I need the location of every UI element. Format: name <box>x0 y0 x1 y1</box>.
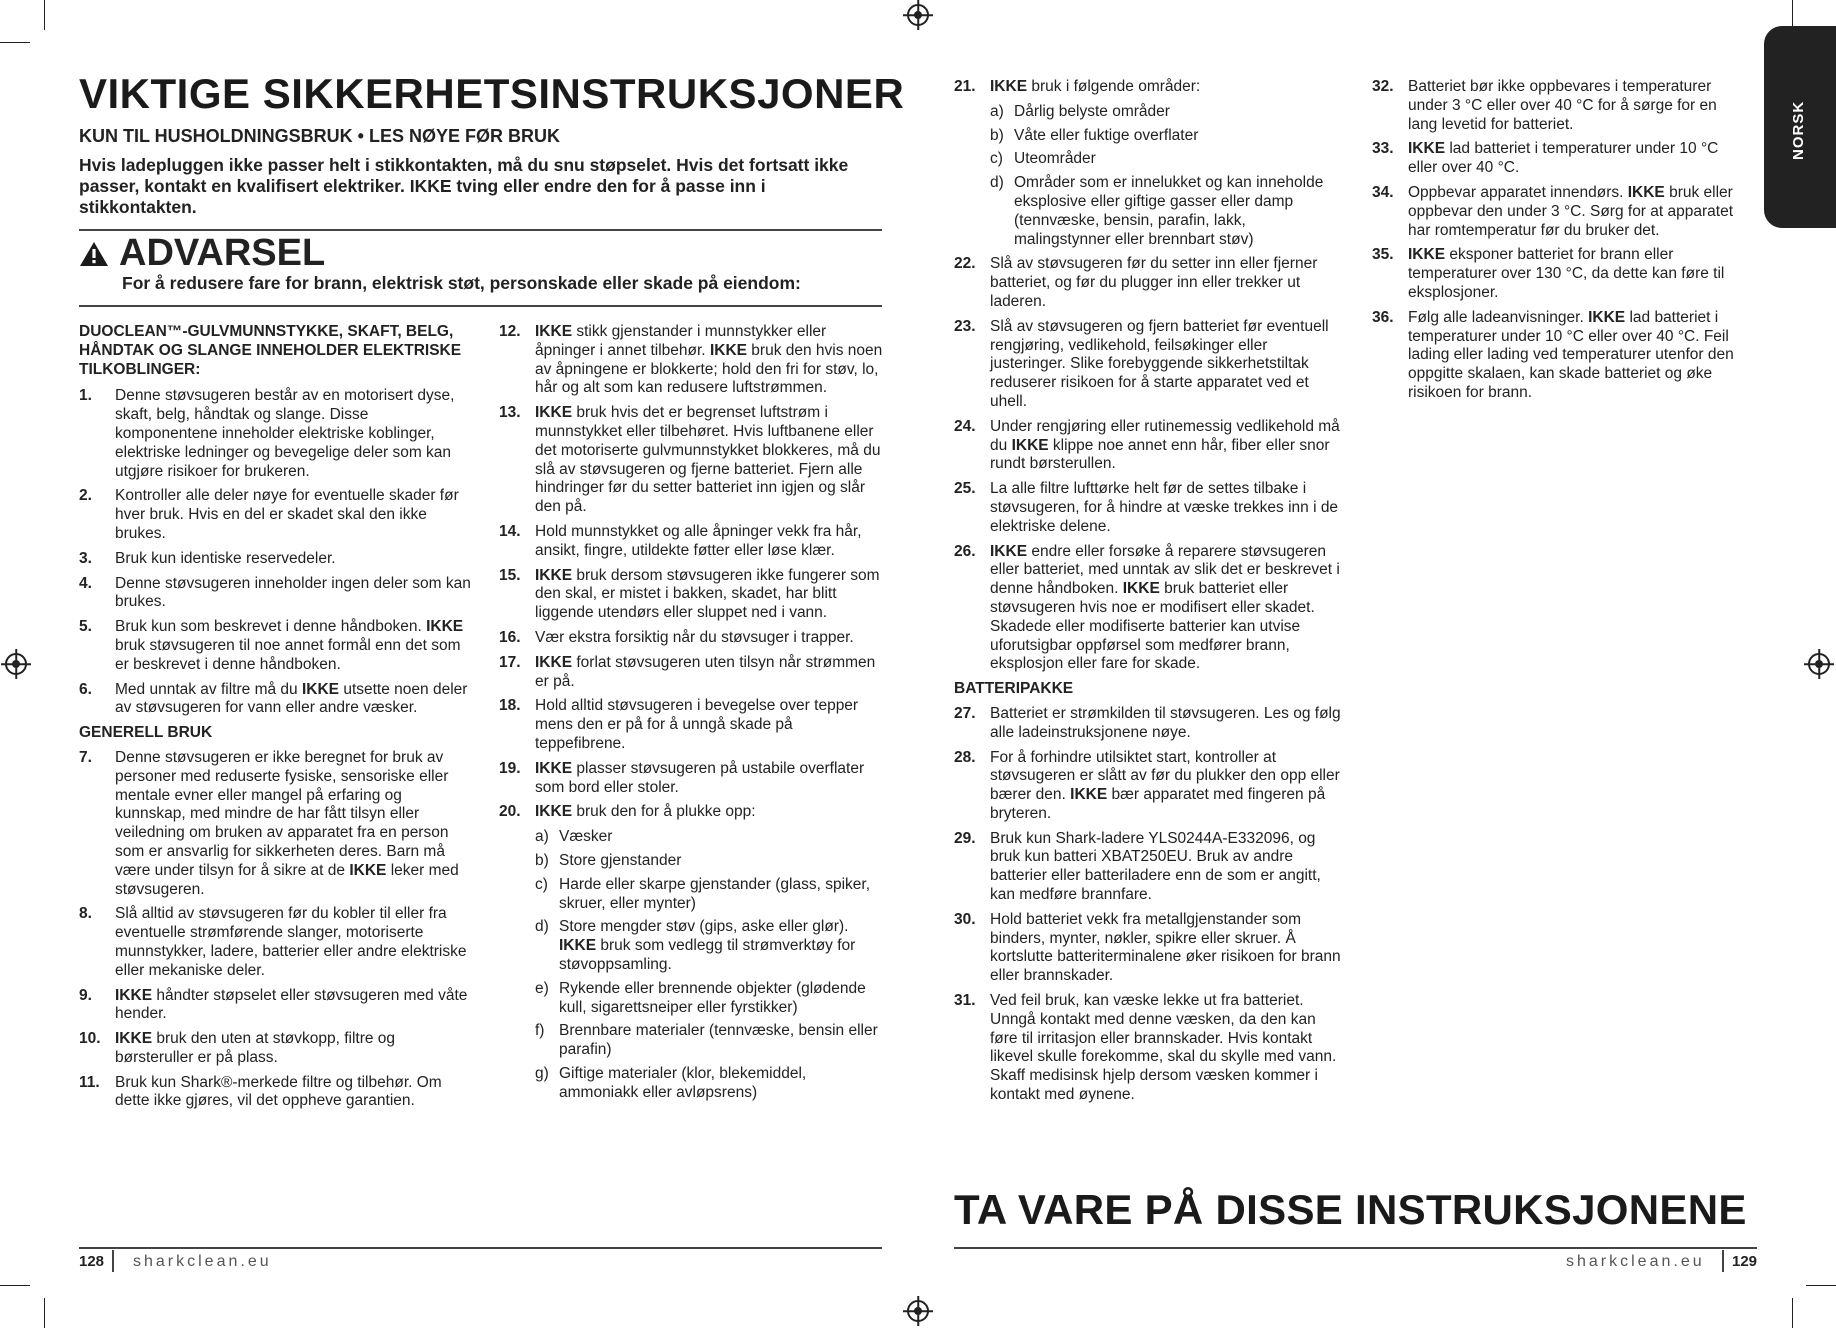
column-3 <box>954 78 1344 1111</box>
warning-heading <box>79 232 325 275</box>
list-item: 19. IKKE plasser støvsugeren på ustabile overflater som bord eller stoler. <box>499 759 865 796</box>
list-item: 35. IKKE eksponer batteriet for brann eller temperaturer over 130 °C, da dette kan føre til eksplosjoner. <box>1372 246 1725 301</box>
warning-subtitle: For å redusere fare for brann, elektrisk støt, personskade eller skade på eiendom: <box>122 273 801 293</box>
list-item: 27. Batteriet er strømkilden til støvsugeren. Les og følg alle ladeinstruksjonene nøye. <box>954 704 1341 741</box>
page-number-left: 128 <box>79 1253 105 1270</box>
list-item: 5. Bruk kun som beskrevet i denne håndboken. IKKE bruk støvsugeren til noe annet formål enn det som er beskrevet i denne håndboken. <box>79 618 464 673</box>
list-item: 6. Med unntak av filtre må du IKKE utsette noen deler av støvsugeren for vann eller andre væsker. <box>79 680 468 717</box>
list-item: 20. IKKE bruk den for å plukke opp: <box>499 803 756 821</box>
column-2 <box>499 323 887 1108</box>
list-item: 23. Slå av støvsugeren og fjern batteriet før eventuell rengjøring, vedlikehold, feilsøkinger eller justeringer. Slike forebyggende sikkerhetstiltak reduserer risikoen for å starte apparatet ved et uhell. <box>954 317 1329 410</box>
list-item: 34. Oppbevar apparatet innendørs. IKKE bruk eller oppbevar den under 3 °C. Sørg for at apparatet har romtemperatur før du bruker det. <box>1372 183 1734 239</box>
crop-mark <box>44 1298 45 1328</box>
list-item: 36. Følg alle ladeanvisninger. IKKE lad batteriet i temperaturer under 10 °C eller over 40 °C. Feil lading eller lading ved temperaturer utenfor den oppgitte skalaen, kan skade batteriet og øke risikoen for brann. <box>1372 308 1734 401</box>
sub-list-item: e) Rykende eller brennende objekter (glødende kull, sigarettsneiper eller fyrstikker) <box>535 979 866 1016</box>
list-item: 17. IKKE forlat støvsugeren uten tilsyn når strømmen er på. <box>499 653 876 690</box>
crop-mark <box>1806 1285 1836 1286</box>
list-item: 10. IKKE bruk den uten at støvkopp, filtre og børsteruller er på plass. <box>79 1030 396 1066</box>
language-tab-label: NORSK <box>1790 100 1807 160</box>
intro-text: Hvis ladepluggen ikke passer helt i stikkontakten, må du snu støpselet. Hvis det fortsatt ikke passer, kontakt en kvalifisert elektriker. IKKE tving eller endre den for å passe inn i stikkontakten. <box>79 155 849 217</box>
divider <box>79 305 882 307</box>
sub-list-item: c) Harde eller skarpe gjenstander (glass, spiker, skruer, eller mynter) <box>535 875 871 912</box>
footer-website-left: sharkclean.eu <box>133 1253 272 1270</box>
list-item: 26. IKKE endre eller forsøke å reparere støvsugeren eller batteriet, med unntak av slik det er beskrevet i denne håndboken. IKKE bruk batteriet eller støvsugeren hvis noe er modifisert eller skadet. Skadede eller modifiserte batterier kan utvise uforutsigbar oppførsel som medfører brann, eksplosjon eller fare for skade. <box>954 542 1340 673</box>
registration-mark-icon <box>1808 653 1830 675</box>
sub-list-item: b) Våte eller fuktige overflater <box>990 126 1199 144</box>
column-1 <box>79 323 474 1117</box>
sub-list-item: g) Giftige materialer (klor, blekemiddel, ammoniakk eller avløpsrens) <box>535 1064 807 1101</box>
crop-mark <box>0 42 30 43</box>
crop-mark <box>44 0 45 30</box>
list-item: 32. Batteriet bør ikke oppbevares i temperaturer under 3 °C eller over 40 °C for å sørge for en lang levetid for batteriet. <box>1372 78 1717 133</box>
list-item: 24. Under rengjøring eller rutinemessig vedlikehold må du IKKE klippe noe annet enn hår, fiber eller snor rundt børsterullen. <box>954 417 1340 473</box>
list-item: 30. Hold batteriet vekk fra metallgjenstander som binders, mynter, nøkler, spikre eller skruer. Å kortslutte batteriterminalene øker risikoen for brann eller brannskader. <box>954 910 1341 985</box>
list-item: 13. IKKE bruk hvis det er begrenset luftstrøm i munnstykket eller tilbehøret. Hvis luftbanene eller det motoriserte gulvmunnstykket blokkeres, må du slå av støvsugeren og fjerne batteriet. Fjern alle hindringer før du setter batteriet inn igjen og slår den på. <box>499 404 881 516</box>
closing-heading: TA VARE PÅ DISSE INSTRUKSJONENE <box>954 1186 1747 1233</box>
list-item: 12. IKKE stikk gjenstander i munnstykker eller åpninger i annet tilbehør. IKKE bruk den hvis noen av åpningene er blokkerte; hold den fri for støv, lo, hår og alt som kan redusere luftstrømmen. <box>499 323 883 397</box>
list-item: 7. Denne støvsugeren er ikke beregnet for bruk av personer med reduserte fysiske, sensoriske eller mentale evner eller mangel på erfaring og kunnskap, med mindre de har fått tilsyn eller veiledning om bruken av apparatet fra en person som er ansvarlig for sikkerheten deres. Barn må være under tilsyn for å sikre at de IKKE leker med støvsugeren. <box>79 748 459 898</box>
section-heading: DUOCLEAN™-GULVMUNNSTYKKE, SKAFT, BELG, HÅNDTAK OG SLANGE INNEHOLDER ELEKTRISKE TILKOBLINGER: <box>79 323 462 378</box>
list-item: 21. IKKE bruk i følgende områder: <box>954 78 1201 95</box>
crop-mark <box>0 1285 30 1286</box>
footer-website-right: sharkclean.eu <box>1566 1253 1705 1270</box>
sub-list-item: a) Væsker <box>535 828 613 846</box>
column-4 <box>1372 78 1748 409</box>
sub-list <box>535 828 887 1102</box>
sub-list-item: f) Brennbare materialer (tennvæske, bensin eller parafin) <box>535 1022 878 1059</box>
list-item: 14. Hold munnstykket og alle åpninger vekk fra hår, ansikt, fingre, utildekte føtter eller løse klær. <box>499 522 862 559</box>
list-item: 29. Bruk kun Shark-ladere YLS0244A-E332096, og bruk kun batteri XBAT250EU. Bruk av andre batterier eller batteriladere enn de som er angitt, kan medføre brannfare. <box>954 829 1321 904</box>
registration-mark-icon <box>907 1300 929 1322</box>
list-item: 2. Kontroller alle deler nøye for eventuelle skader før hver bruk. Hvis en del er skadet skal den ikke brukes. <box>79 487 459 542</box>
crop-mark <box>1792 1298 1793 1328</box>
list-item: 22. Slå av støvsugeren før du setter inn eller fjerner batteriet, og før du plugger inn eller trekker ut laderen. <box>954 255 1318 310</box>
registration-mark-icon <box>907 4 929 26</box>
sub-list-item: b) Store gjenstander <box>535 851 682 869</box>
sub-list <box>990 103 1344 250</box>
section-heading: GENERELL BRUK <box>79 724 213 742</box>
list-item: 31. Ved feil bruk, kan væske lekke ut fra batteriet. Unngå kontakt med denne væsken, da den kan føre til irritasjon eller brannskader. Hvis kontakt likevel skulle forekomme, skal du skylle med vann. Skaff medisinsk hjelp dersom væsken kommer i kontakt med øynene. <box>954 992 1337 1104</box>
list-item: 3. Bruk kun identiske reservedeler. <box>79 549 336 567</box>
registration-mark-icon <box>5 653 27 675</box>
list-item: 4. Denne støvsugeren inneholder ingen deler som kan brukes. <box>79 574 471 611</box>
list-item: 33. IKKE lad batteriet i temperaturer under 10 °C eller over 40 °C. <box>1372 140 1719 177</box>
page-subtitle: KUN TIL HUSHOLDNINGSBRUK • LES NØYE FØR BRUK <box>79 126 560 146</box>
footer-separator <box>1722 1250 1724 1272</box>
warning-title: ADVARSEL <box>119 232 326 274</box>
list-item: 15. IKKE bruk dersom støvsugeren ikke fungerer som den skal, er mistet i bakken, skadet, har blitt liggende utendørs eller sluppet ned i vann. <box>499 566 880 622</box>
page-number-right: 129 <box>1732 1253 1758 1270</box>
list-item: 8. Slå alltid av støvsugeren før du kobler til eller fra eventuelle strømførende slanger, motoriserte munnstykker, ladere, batterier eller andre elektriske eller mekaniske deler. <box>79 905 467 979</box>
page-title: VIKTIGE SIKKERHETSINSTRUKSJONER <box>79 70 905 117</box>
list-item: 16. Vær ekstra forsiktig når du støvsuger i trapper. <box>499 628 854 646</box>
list-item: 18. Hold alltid støvsugeren i bevegelse over tepper mens den er på for å unngå skade på teppefibrene. <box>499 697 859 752</box>
footer-separator <box>112 1250 114 1272</box>
list-item: 9. IKKE håndter støpselet eller støvsugeren med våte hender. <box>79 986 468 1023</box>
list-item: 25. La alle filtre lufttørke helt før de settes tilbake i støvsugeren, for å hindre at væske trekkes inn i de elektriske delene. <box>954 480 1339 535</box>
divider <box>79 1247 882 1249</box>
section-heading: BATTERIPAKKE <box>954 680 1074 698</box>
sub-list-item: a) Dårlig belyste områder <box>990 102 1170 120</box>
divider <box>954 1247 1757 1249</box>
warning-icon <box>79 240 109 267</box>
list-item: 28. For å forhindre utilsiktet start, kontroller at støvsugeren er slått av før du plukker den opp eller bærer den. IKKE bær apparatet med fingeren på bryteren. <box>954 748 1340 822</box>
sub-list-item: d) Områder som er innelukket og kan inneholde eksplosive eller giftige gasser eller damp (tennvæske, bensin, parafin, lakk, malingstynner eller brennbart støv) <box>990 174 1324 248</box>
sub-list-item: c) Uteområder <box>990 150 1096 168</box>
sub-list-item: d) Store mengder støv (gips, aske eller glør). IKKE bruk som vedlegg til strømverktøy for støvoppsamling. <box>535 918 856 973</box>
divider <box>79 229 882 231</box>
list-item: 1. Denne støvsugeren består av en motorisert dyse, skaft, belg, håndtak og slange. Disse komponentene inneholder elektriske koblinger, elektriske ledninger og bevegelige deler som kan utgjøre risikoer for brukeren. <box>79 387 455 480</box>
list-item: 11. Bruk kun Shark®-merkede filtre og tilbehør. Om dette ikke gjøres, vil det oppheve garantien. <box>79 1073 442 1110</box>
